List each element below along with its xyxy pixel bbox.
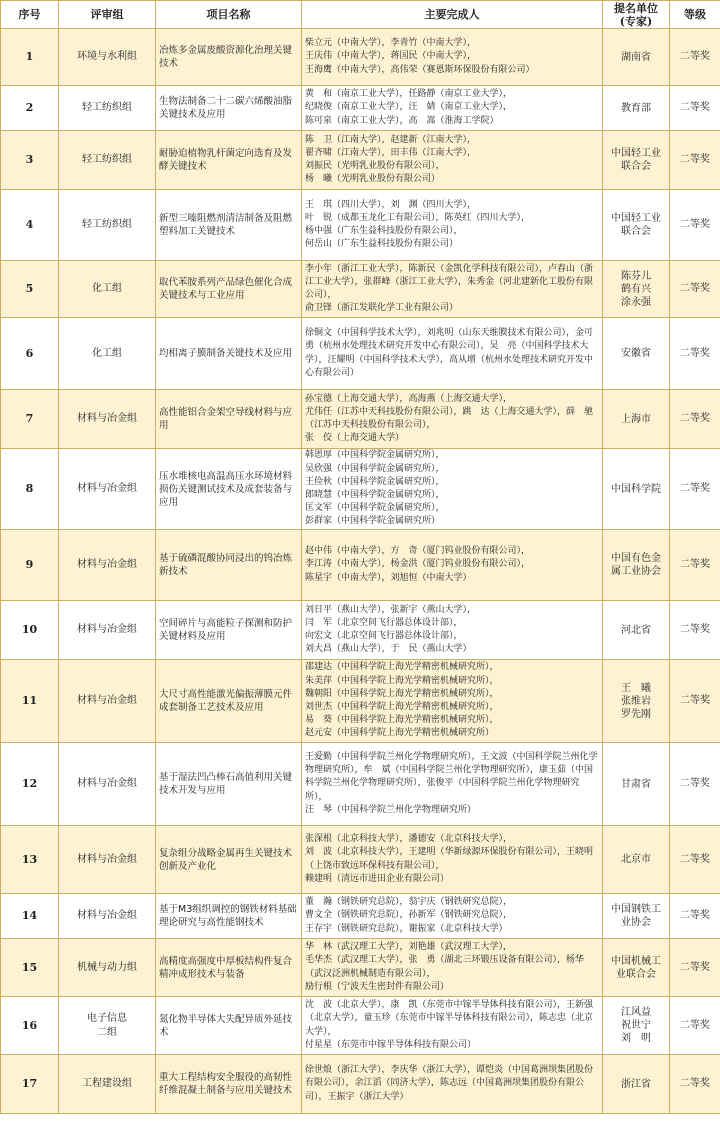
row-nominator: 中国钢铁工 业协会 <box>603 894 670 939</box>
table-row <box>1 449 720 530</box>
row-members: 李小年（浙江工业大学），陈新民（金凯化学科技有限公司），卢春山（浙江工业大学），张群峰（浙江工业大学），朱秀金（河北建新化工股份有限公司）， 俞卫锋（浙江发联化学工业有限公司） <box>302 261 603 318</box>
row-level: 二等奖 <box>670 894 720 939</box>
row-group: 材料与冶金组 <box>59 449 156 530</box>
row-project-name: 生物法制备二十二碳六烯酸油脂关键技术及应用 <box>156 86 302 131</box>
row-members: 华 林（武汉理工大学），刘艳雄（武汉理工大学）， 毛华杰（武汉理工大学），张 勇（湖北三环锻压设备有限公司），杨华（武汉泛洲机械制造有限公司）， 励行根（宁波天生密封件有限公司） <box>302 939 603 997</box>
table-row <box>1 530 720 601</box>
row-level: 二等奖 <box>670 660 720 743</box>
row-level: 二等奖 <box>670 449 720 530</box>
table-row <box>1 601 720 660</box>
row-members: 沈 波（北京大学），康 凯（东莞市中镓半导体科技有限公司），王新强（北京大学），童玉珍（东莞市中镓半导体科技有限公司），陈志忠（北京大学）， 付星星（东莞市中镓半导体科技有限公司） <box>302 997 603 1055</box>
row-number: 17 <box>1 1055 59 1114</box>
row-number: 10 <box>1 601 59 660</box>
row-members: 徐世烺（浙江大学），李庆华（浙江大学），谭恺炎（中国葛洲坝集团股份有限公司），余江滔（同济大学），陈志远（中国葛洲坝集团股份有限公司），王振宇（浙江大学） <box>302 1055 603 1114</box>
row-number: 5 <box>1 261 59 318</box>
row-members: 赵中伟（中南大学），方 奇（厦门钨业股份有限公司）， 李江涛（中南大学），杨金洪（厦门钨业股份有限公司）， 陈星宇（中南大学），刘旭恒（中南大学） <box>302 530 603 601</box>
row-level: 二等奖 <box>670 743 720 826</box>
row-group: 化工组 <box>59 261 156 318</box>
row-group: 工程建设组 <box>59 1055 156 1114</box>
row-project-name: 高精度高强度中厚板结构件复合精冲成形技术与装备 <box>156 939 302 997</box>
table-row <box>1 743 720 826</box>
row-project-name: 大尺寸高性能激光偏振薄膜元件成套制备工艺技术及应用 <box>156 660 302 743</box>
row-project-name: 复杂组分战略金属再生关键技术创新及产业化 <box>156 826 302 894</box>
row-nominator: 教育部 <box>603 86 670 131</box>
row-nominator: 中国有色金 属工业协会 <box>603 530 670 601</box>
row-members: 董 瀚（钢铁研究总院），翁宇庆（钢铁研究总院）， 曹文全（钢铁研究总院），孙新军（钢铁研究总院）， 王存宇（钢铁研究总院），谢振家（北京科技大学） <box>302 894 603 939</box>
row-group: 轻工纺织组 <box>59 190 156 261</box>
row-level: 二等奖 <box>670 390 720 449</box>
row-level: 二等奖 <box>670 131 720 190</box>
row-members: 张深根（北京科技大学），潘德安（北京科技大学）， 刘 波（北京科技大学），王建明（华新绿源环保股份有限公司），王晓明（上饶市致远环保科技有限公司）， 赖建明（清远市进田企业有限公司） <box>302 826 603 894</box>
table-row <box>1 660 720 743</box>
row-project-name: 冶炼多金属废酸资源化治理关键技术 <box>156 29 302 86</box>
header-nominator: 提名单位 (专家) <box>603 1 670 29</box>
row-nominator: 王 曦 张维岩 罗先刚 <box>603 660 670 743</box>
row-level: 二等奖 <box>670 939 720 997</box>
row-level: 二等奖 <box>670 601 720 660</box>
header-row <box>1 1 720 29</box>
row-number: 8 <box>1 449 59 530</box>
row-project-name: 均相离子膜制备关键技术及应用 <box>156 318 302 390</box>
row-level: 二等奖 <box>670 1055 720 1114</box>
table-row <box>1 1055 720 1114</box>
row-nominator: 北京市 <box>603 826 670 894</box>
row-project-name: 新型三嗪阻燃剂清洁制备及阻燃塑料加工关键技术 <box>156 190 302 261</box>
row-members: 徐铜文（中国科学技术大学），刘兆明（山东天维膜技术有限公司），金可勇（杭州水处理技术研究开发中心有限公司），吴 亮（中国科学技术大学），汪耀明（中国科学技术大学），高从增（杭州水处理技术研究开发中心有限公司） <box>302 318 603 390</box>
header-level: 等级 <box>670 1 720 29</box>
row-members: 王爱勤（中国科学院兰州化学物理研究所），王文波（中国科学院兰州化学物理研究所），牟 斌（中国科学院兰州化学物理研究所），康玉茹（中国科学院兰州化学物理研究所），张俊平（中国科学院兰州化学物理研究所）， 汪 琴（中国科学院兰州化学物理研究所） <box>302 743 603 826</box>
row-level: 二等奖 <box>670 318 720 390</box>
row-nominator: 江风益 祝世宁 刘 明 <box>603 997 670 1055</box>
row-group: 材料与冶金组 <box>59 743 156 826</box>
row-number: 2 <box>1 86 59 131</box>
row-nominator: 河北省 <box>603 601 670 660</box>
row-members: 韩恩厚（中国科学院金属研究所）， 吴欣强（中国科学院金属研究所）， 王俭秋（中国科学院金属研究所）， 郎晓慧（中国科学院金属研究所）， 匡文军（中国科学院金属研究所）， 彭群家（中国科学院金属研究所） <box>302 449 603 530</box>
row-members: 黄 和（南京工业大学），任路静（南京工业大学）， 纪晓俊（南京工业大学），汪 婧（南京工业大学）， 陈可泉（南京工业大学），高 嵩（淮海工学院） <box>302 86 603 131</box>
row-project-name: 氮化物半导体大失配异质外延技术 <box>156 997 302 1055</box>
row-project-name: 高性能铝合金架空导线材料与应用 <box>156 390 302 449</box>
row-nominator: 浙江省 <box>603 1055 670 1114</box>
row-level: 二等奖 <box>670 261 720 318</box>
table-row <box>1 131 720 190</box>
row-group: 轻工纺织组 <box>59 131 156 190</box>
row-project-name: 重大工程结构安全服役的高韧性纤维混凝土制备与应用关键技术 <box>156 1055 302 1114</box>
table-row <box>1 29 720 86</box>
row-project-name: 基于硫磷混酸协同浸出的钨冶炼新技术 <box>156 530 302 601</box>
row-project-name: 空间碎片与高能粒子探测和防护关键材料及应用 <box>156 601 302 660</box>
row-group: 材料与冶金组 <box>59 390 156 449</box>
row-nominator: 陈芬儿 鹤有兴 涂永强 <box>603 261 670 318</box>
row-number: 3 <box>1 131 59 190</box>
table-row <box>1 318 720 390</box>
row-project-name: 耐胁迫植物乳杆菌定向选育及发酵关键技术 <box>156 131 302 190</box>
row-level: 二等奖 <box>670 530 720 601</box>
row-project-name: 取代苯胺系列产品绿色催化合成关键技术与工业应用 <box>156 261 302 318</box>
row-nominator: 安徽省 <box>603 318 670 390</box>
row-nominator: 中国轻工业 联合会 <box>603 190 670 261</box>
header-project: 项目名称 <box>156 1 302 29</box>
row-members: 刘日平（燕山大学），张新宇（燕山大学）， 闫 军（北京空间飞行器总体设计部）， 向宏文（北京空间飞行器总体设计部）， 刘大昌（燕山大学），于 民（燕山大学） <box>302 601 603 660</box>
row-members: 陈 卫（江南大学），赵建新（江南大学）， 翟齐啸（江南大学），田丰伟（江南大学）， 刘振民（光明乳业股份有限公司）， 杨 曦（光明乳业股份有限公司） <box>302 131 603 190</box>
row-number: 9 <box>1 530 59 601</box>
row-nominator: 中国轻工业 联合会 <box>603 131 670 190</box>
row-number: 1 <box>1 29 59 86</box>
row-level: 二等奖 <box>670 190 720 261</box>
table-body <box>1 29 720 1114</box>
row-level: 二等奖 <box>670 86 720 131</box>
table-row <box>1 261 720 318</box>
row-number: 11 <box>1 660 59 743</box>
row-nominator: 中国机械工 业联合会 <box>603 939 670 997</box>
table-row <box>1 997 720 1055</box>
row-project-name: 压水堆核电高温高压水环境材料损伤关键测试技术及成套装备与应用 <box>156 449 302 530</box>
row-nominator: 上海市 <box>603 390 670 449</box>
row-group: 材料与冶金组 <box>59 530 156 601</box>
row-project-name: 基于M3组织调控的钢铁材料基础理论研究与高性能钢技术 <box>156 894 302 939</box>
row-number: 7 <box>1 390 59 449</box>
row-group: 环境与水利组 <box>59 29 156 86</box>
row-group: 轻工纺织组 <box>59 86 156 131</box>
table-row <box>1 939 720 997</box>
row-members: 柴立元（中南大学），李青竹（中南大学）， 王庆伟（中南大学），蒋国民（中南大学）， 王海鹰（中南大学），高伟荣（赛恩斯环保股份有限公司） <box>302 29 603 86</box>
row-group: 材料与冶金组 <box>59 601 156 660</box>
row-number: 15 <box>1 939 59 997</box>
table-row <box>1 894 720 939</box>
table-row <box>1 390 720 449</box>
row-group: 化工组 <box>59 318 156 390</box>
row-number: 13 <box>1 826 59 894</box>
row-nominator: 甘肃省 <box>603 743 670 826</box>
row-members: 邵建达（中国科学院上海光学精密机械研究所）， 朱美萍（中国科学院上海光学精密机械研究所）， 魏朝阳（中国科学院上海光学精密机械研究所）， 刘世杰（中国科学院上海光学精密机械研究所）， 易 葵（中国科学院上海光学精密机械研究所）， 赵元安（中国科学院上海光学精密机械研究所） <box>302 660 603 743</box>
row-group: 材料与冶金组 <box>59 660 156 743</box>
table-row <box>1 86 720 131</box>
row-number: 6 <box>1 318 59 390</box>
row-nominator: 湖南省 <box>603 29 670 86</box>
row-group: 电子信息 二组 <box>59 997 156 1055</box>
row-members: 王 琪（四川大学），刘 渊（四川大学）， 叶 锐（成都玉龙化工有限公司），陈英红（四川大学）， 杨中强（广东生益科技股份有限公司）， 何岳山（广东生益科技股份有限公司） <box>302 190 603 261</box>
table-row <box>1 826 720 894</box>
row-level: 二等奖 <box>670 997 720 1055</box>
row-number: 4 <box>1 190 59 261</box>
row-number: 12 <box>1 743 59 826</box>
row-group: 材料与冶金组 <box>59 894 156 939</box>
row-nominator: 中国科学院 <box>603 449 670 530</box>
row-number: 14 <box>1 894 59 939</box>
row-group: 材料与冶金组 <box>59 826 156 894</box>
row-number: 16 <box>1 997 59 1055</box>
header-members: 主要完成人 <box>302 1 603 29</box>
header-num: 序号 <box>1 1 59 29</box>
table-row <box>1 190 720 261</box>
row-level: 二等奖 <box>670 29 720 86</box>
row-level: 二等奖 <box>670 826 720 894</box>
row-group: 机械与动力组 <box>59 939 156 997</box>
header-group: 评审组 <box>59 1 156 29</box>
row-members: 孙宝德（上海交通大学），高海燕（上海交通大学）， 尤伟任（江苏中天科技股份有限公司），跳 达（上海交通大学），薛 驰（江苏中天科技股份有限公司）， 张 佼（上海交通大学） <box>302 390 603 449</box>
row-project-name: 基于湿法凹凸棒石高值利用关键技术开发与应用 <box>156 743 302 826</box>
